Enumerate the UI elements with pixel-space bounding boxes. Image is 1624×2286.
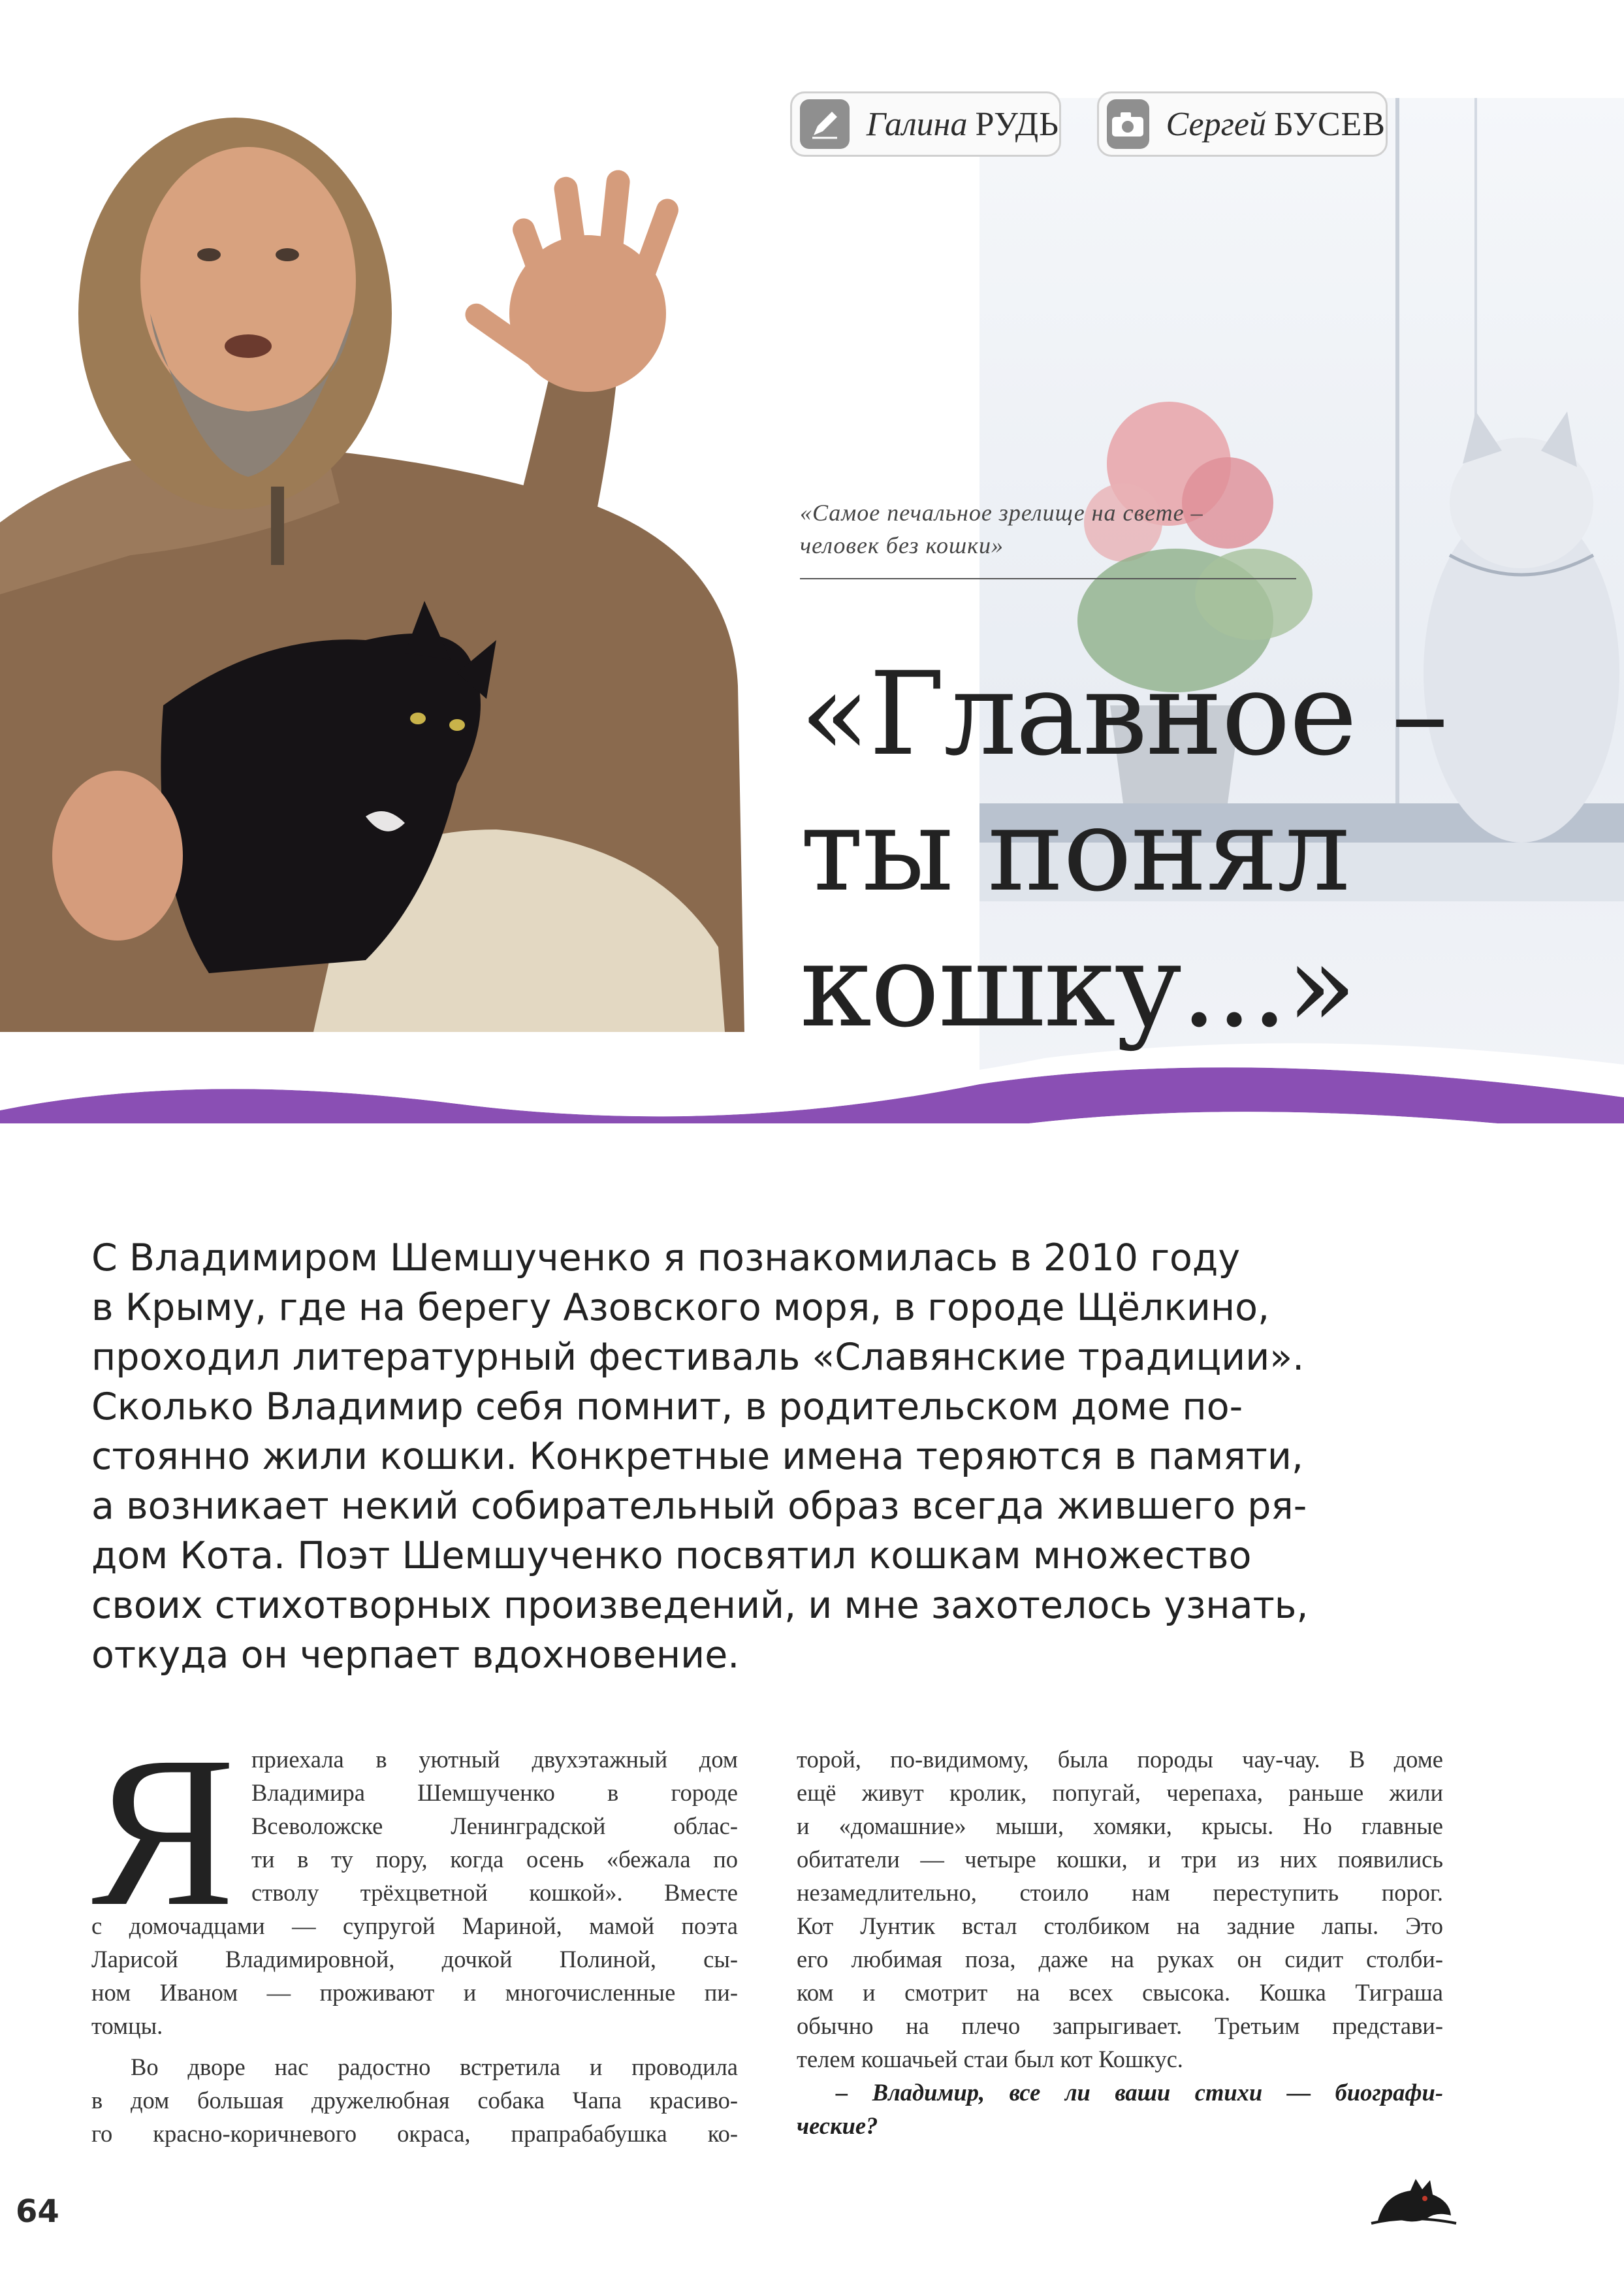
lead-paragraph <box>91 1233 1450 1680</box>
author-credit <box>790 91 1061 157</box>
body-line: томцы. <box>91 2012 163 2039</box>
body-column-2 <box>797 1743 1443 2142</box>
photographer-credit <box>1097 91 1388 157</box>
title-line: «Главное – <box>800 647 1448 781</box>
epigraph <box>800 496 1296 562</box>
body-line: Всеволожске Ленинградской облас- <box>251 1812 738 1839</box>
lead-line: своих стихотворных произведений, и мне захотелось узнать, <box>91 1584 1309 1627</box>
body-line: обычно на плечо запрыгивает. Третьим представи- <box>797 2012 1443 2039</box>
body-line: ком и смотрит на всех свысока. Кошка Тиграша <box>797 1979 1443 2006</box>
body-line: Ларисой Владимировной, дочкой Полиной, сы- <box>91 1946 738 1972</box>
body-line: ном Иваном — проживают и многочисленные пи- <box>91 1979 738 2006</box>
body-line: телем кошачьей стаи был кот Кошкус. <box>797 2046 1183 2072</box>
body-line: Владимира Шемшученко в городе <box>251 1779 738 1806</box>
author-last-name: РУДЬ <box>975 105 1059 143</box>
body-line: его любимая поза, даже на руках он сидит столби- <box>797 1946 1443 1972</box>
cat-logo-icon <box>1365 2175 1463 2227</box>
body-line: обитатели — четыре кошки, и три из них появились <box>797 1846 1443 1873</box>
lead-line: в Крыму, где на берегу Азовского моря, в городе Щёлкино, <box>91 1286 1270 1329</box>
page-number: 64 <box>16 2193 59 2230</box>
lead-line: дом Кота. Поэт Шемшученко посвятил кошкам множество <box>91 1534 1252 1577</box>
interview-question: – Владимир, все ли ваши стихи — биографи- <box>836 2079 1443 2106</box>
epigraph-line: «Самое печальное зрелище на свете – <box>800 500 1203 526</box>
lead-line: откуда он черпает вдохновение. <box>91 1634 740 1677</box>
photographer-last-name: БУСЕВ <box>1274 105 1386 143</box>
photographer-first-name: Сергей <box>1166 105 1267 143</box>
article-title <box>800 647 1584 1054</box>
body-line: и «домашние» мыши, хомяки, крысы. Но главные <box>797 1812 1443 1839</box>
lead-line: Сколько Владимир себя помнит, в родительском доме по- <box>91 1385 1243 1428</box>
lead-line: стоянно жили кошки. Конкретные имена теряются в памяти, <box>91 1435 1304 1478</box>
body-line: приехала в уютный двухэтажный дом <box>251 1746 738 1773</box>
body-line: торой, по-видимому, была породы чау-чау. В доме <box>797 1746 1443 1773</box>
author-first-name: Галина <box>866 105 968 143</box>
body-line: в дом большая дружелюбная собака Чапа красиво- <box>91 2087 738 2114</box>
body-line: Во дворе нас радостно встретила и проводила <box>131 2053 738 2080</box>
title-line: ты понял <box>800 783 1349 917</box>
body-line: с домочадцами — супругой Мариной, мамой поэта <box>91 1912 738 1939</box>
title-line: кошку...» <box>800 919 1356 1053</box>
lead-line: проходил литературный фестиваль «Славянские традиции». <box>91 1336 1305 1379</box>
body-line: незамедлительно, стоило нам переступить порог. <box>797 1879 1443 1906</box>
body-line: го красно-коричневого окраса, прапрабабушка ко- <box>91 2120 738 2147</box>
body-line: стволу трёхцветной кошкой». Вместе <box>251 1879 738 1906</box>
epigraph-rule <box>800 578 1296 579</box>
pen-icon <box>800 99 850 149</box>
body-line: ещё живут кролик, попугай, черепаха, раньше жили <box>797 1779 1443 1806</box>
body-line: ти в ту пору, когда осень «бежала по <box>251 1846 738 1873</box>
body-line: Кот Лунтик встал столбиком на задние лапы. Это <box>797 1912 1443 1939</box>
epigraph-line: человек без кошки» <box>800 532 1004 558</box>
camera-icon <box>1107 99 1149 149</box>
lead-line: С Владимиром Шемшученко я познакомилась в 2010 году <box>91 1236 1241 1280</box>
interview-question: ческие? <box>797 2112 878 2139</box>
drop-cap: Я <box>91 1713 236 1951</box>
lead-line: а возникает некий собирательный образ всегда жившего ря- <box>91 1485 1307 1528</box>
body-column-1 <box>91 1743 738 2150</box>
man-with-cat-photo <box>0 98 784 1078</box>
